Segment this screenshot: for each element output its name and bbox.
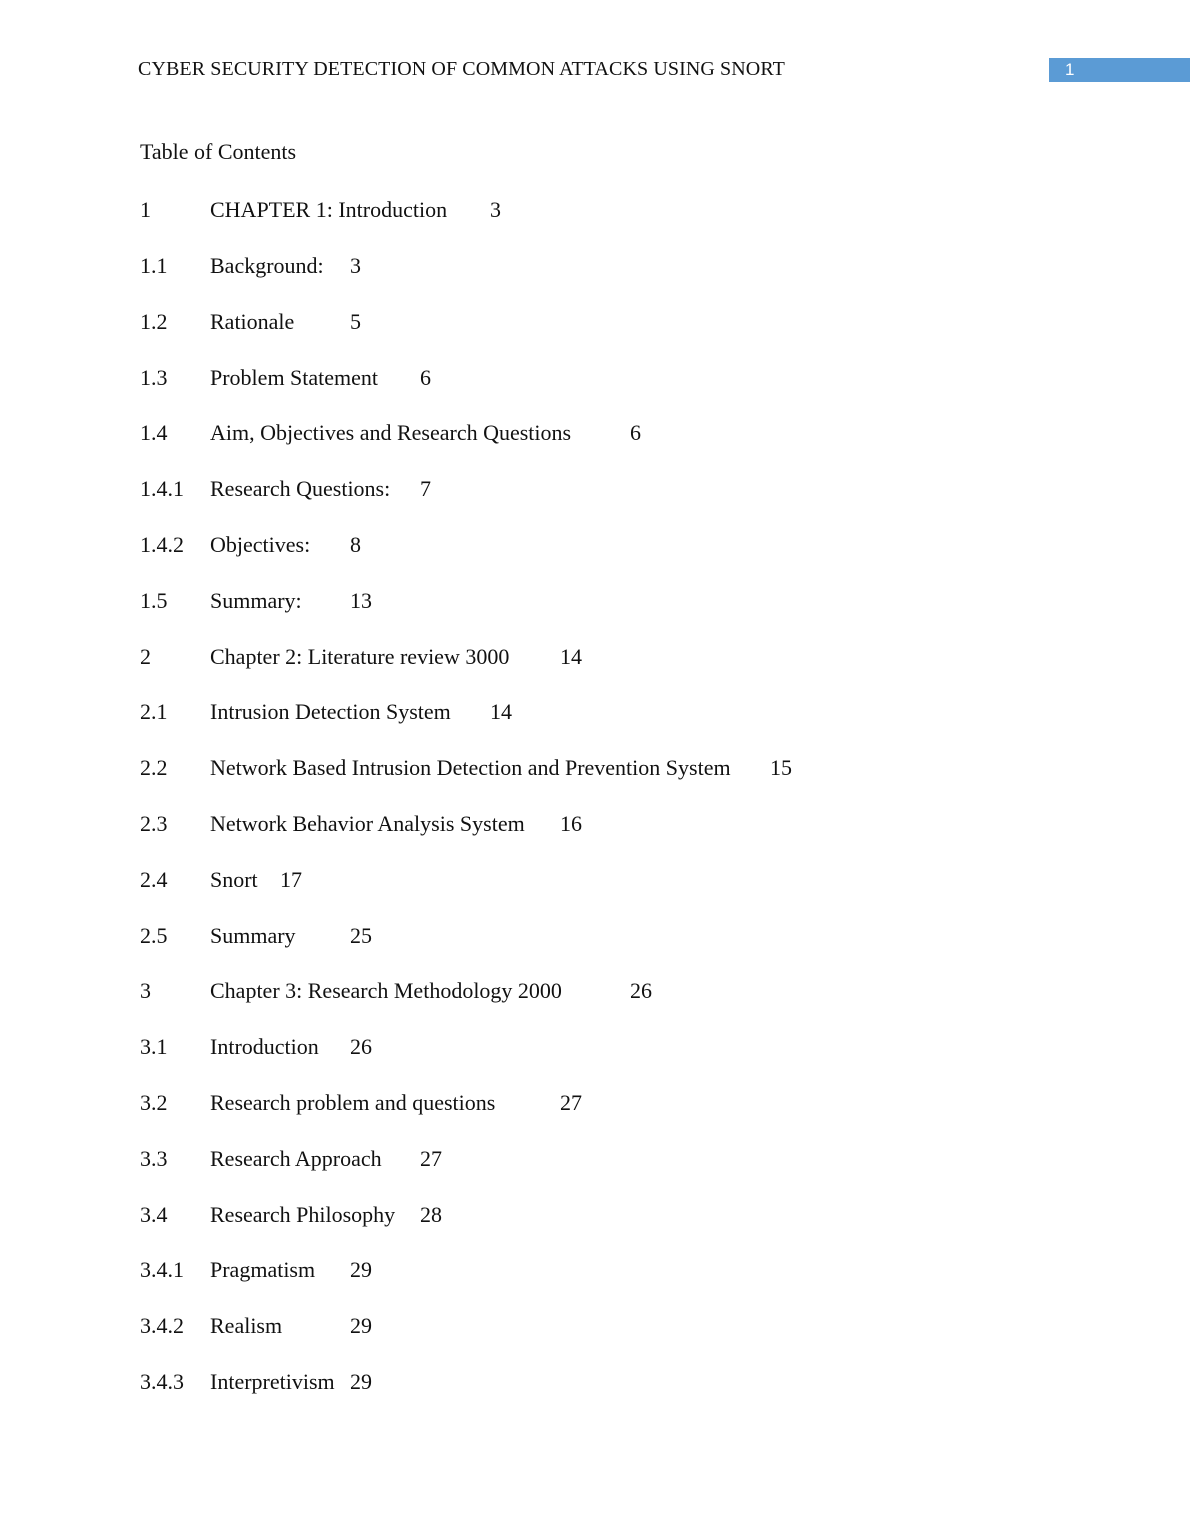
toc-entry-page: 8	[350, 532, 361, 557]
toc-entry-page: 6	[420, 365, 431, 390]
toc-entry-number: 3	[140, 978, 151, 1003]
toc-entry-page: 29	[350, 1257, 372, 1282]
toc-entry-title: Research problem and questions	[210, 1090, 496, 1115]
toc-entry-number: 3.4.2	[140, 1313, 184, 1338]
toc-entry-number: 1.3	[140, 365, 168, 390]
toc-entry-title: Chapter 2: Literature review 3000	[210, 644, 510, 669]
toc-heading: Table of Contents	[140, 139, 297, 164]
toc-entry-title: Network Behavior Analysis System	[210, 811, 525, 836]
toc-entry-page: 26	[630, 978, 652, 1003]
toc-entry-title: Summary	[210, 923, 296, 948]
toc-entry-title: Chapter 3: Research Methodology 2000	[210, 978, 562, 1003]
toc-entry-title: Objectives:	[210, 532, 311, 557]
toc-entry-title: Summary:	[210, 588, 302, 613]
toc-entry-title: Rationale	[210, 309, 295, 334]
toc-entry-number: 2.5	[140, 923, 168, 948]
toc-entry-number: 1.1	[140, 253, 168, 278]
toc-entry-number: 2	[140, 644, 151, 669]
toc-entry-page: 28	[420, 1202, 442, 1227]
toc-entry-number: 1.4	[140, 420, 168, 445]
toc-entry-page: 5	[350, 309, 361, 334]
toc-entry-title: Problem Statement	[210, 365, 379, 390]
toc-entry-page: 14	[490, 699, 512, 724]
toc-entry-title: Network Based Intrusion Detection and Prevention System	[210, 755, 731, 780]
toc-entry-title: Introduction	[210, 1034, 319, 1059]
toc-entry-title: Interpretivism	[210, 1369, 335, 1394]
toc-entry-number: 3.3	[140, 1146, 168, 1171]
toc-entry-page: 13	[350, 588, 372, 613]
toc-entry-page: 14	[560, 644, 582, 669]
toc-entry-page: 7	[420, 476, 431, 501]
toc-entry-number: 3.1	[140, 1034, 168, 1059]
page-number-badge	[1049, 58, 1190, 82]
toc-entry-number: 3.4.1	[140, 1257, 184, 1282]
toc-entry-title: Research Questions:	[210, 476, 391, 501]
toc-entry-title: Realism	[210, 1313, 283, 1338]
toc-entry-page: 27	[560, 1090, 582, 1115]
toc-entry-title: Background:	[210, 253, 324, 278]
toc-entry-page: 26	[350, 1034, 372, 1059]
toc-entry-title: Pragmatism	[210, 1257, 316, 1282]
toc-entry-page: 6	[630, 420, 641, 445]
toc-entry-number: 1.2	[140, 309, 168, 334]
toc-entry-number: 2.1	[140, 699, 168, 724]
toc-entry-page: 16	[560, 811, 582, 836]
toc-entry-page: 29	[350, 1313, 372, 1338]
toc-entry-title: Research Philosophy	[210, 1202, 396, 1227]
toc-entry-number: 1.4.1	[140, 476, 184, 501]
toc-entry-number: 3.2	[140, 1090, 168, 1115]
toc-entry-title: Research Approach	[210, 1146, 382, 1171]
toc-entry-number: 3.4.3	[140, 1369, 184, 1394]
toc-entry-number: 3.4	[140, 1202, 168, 1227]
toc-entry-number: 2.3	[140, 811, 168, 836]
toc-entry-title: Intrusion Detection System	[210, 699, 451, 724]
toc-entry-number: 1	[140, 197, 151, 222]
toc-entry-page: 29	[350, 1369, 372, 1394]
toc-entry-number: 2.2	[140, 755, 168, 780]
page-number: 1	[1065, 60, 1075, 79]
toc-entry-page: 3	[350, 253, 361, 278]
running-header-title: CYBER SECURITY DETECTION OF COMMON ATTACKS USING SNORT	[138, 58, 785, 80]
toc-entry-title: CHAPTER 1: Introduction	[210, 197, 448, 222]
toc-entry-page: 25	[350, 923, 372, 948]
toc-entry-number: 1.4.2	[140, 532, 184, 557]
toc-entry-page: 15	[770, 755, 792, 780]
toc-entry-page: 27	[420, 1146, 442, 1171]
toc-entry-page: 3	[490, 197, 501, 222]
toc-entry-title: Snort	[210, 867, 258, 892]
toc-entry-number: 2.4	[140, 867, 168, 892]
toc-entry-number: 1.5	[140, 588, 168, 613]
toc-entry-page: 17	[280, 867, 302, 892]
toc-entry-title: Aim, Objectives and Research Questions	[210, 420, 572, 445]
